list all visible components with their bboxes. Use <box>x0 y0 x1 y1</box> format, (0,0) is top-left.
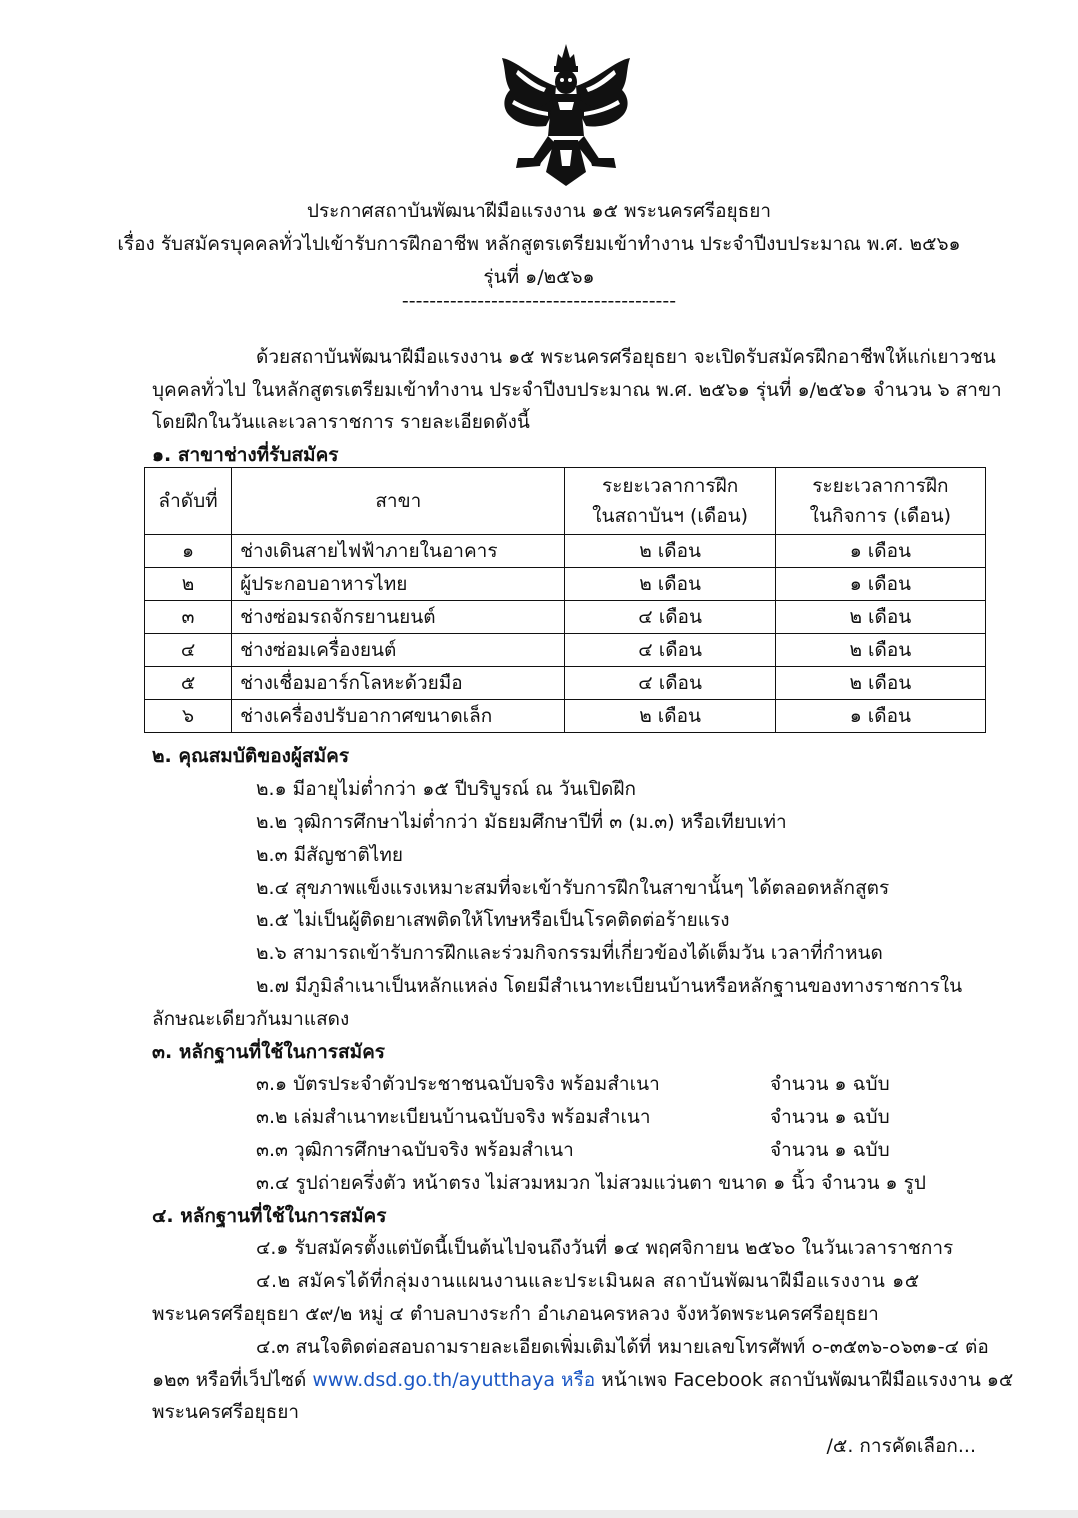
section3-heading: ๓. หลักฐานที่ใช้ในการสมัคร <box>152 1041 386 1063</box>
cell-workplace-duration: ๒ เดือน <box>775 667 985 700</box>
continued-on-next-page: /๕. การคัดเลือก... <box>826 1435 976 1457</box>
cell-workplace-duration: ๒ เดือน <box>775 601 985 634</box>
table-row <box>145 568 986 601</box>
table-row <box>145 634 986 667</box>
document-item: ๓.๓ วุฒิการศึกษาฉบับจริง พร้อมสำเนา <box>256 1139 574 1161</box>
cell-trade: ช่างเชื่อมอาร์กโลหะด้วยมือ <box>232 667 565 700</box>
table-row <box>145 700 986 733</box>
cell-trade: ช่างซ่อมรถจักรยานยนต์ <box>232 601 565 634</box>
col-header-order: ลำดับที่ <box>145 468 232 535</box>
table-row <box>145 601 986 634</box>
application-item: ๔.๓ สนใจติดต่อสอบถามรายละเอียดเพิ่มเติมได้ที่ หมายเลขโทรศัพท์ ๐-๓๕๓๖-๐๖๓๑-๔ ต่อ <box>256 1336 989 1358</box>
application-item: ๔.๒ สมัครได้ที่กลุ่มงานแผนงานและประเมินผล สถาบันพัฒนาฝีมือแรงงาน ๑๕ <box>256 1270 920 1292</box>
cell-order: ๑ <box>145 535 232 568</box>
col-header-trade: สาขา <box>232 468 565 535</box>
header-divider: ---------------------------------------- <box>401 290 677 312</box>
application-item-continued: พระนครศรีอยุธยา ๕๙/๒ หมู่ ๔ ตำบลบางระกำ อำเภอนครหลวง จังหวัดพระนครศรีอยุธยา <box>152 1303 879 1325</box>
cell-institute-duration: ๔ เดือน <box>565 601 775 634</box>
document-item: ๓.๒ เล่มสำเนาทะเบียนบ้านฉบับจริง พร้อมสำเนา <box>256 1106 651 1128</box>
contact-text: หน้าเพจ Facebook สถาบันพัฒนาฝีมือแรงงาน ๑๕ <box>595 1369 1014 1391</box>
col-header-institute-duration: ระยะเวลาการฝึก ในสถาบันฯ (เดือน) <box>565 468 775 535</box>
cell-order: ๒ <box>145 568 232 601</box>
cell-institute-duration: ๔ เดือน <box>565 634 775 667</box>
application-item-continued <box>152 1365 1013 1395</box>
application-item-continued: พระนครศรีอยุธยา <box>152 1401 300 1423</box>
application-item: ๔.๑ รับสมัครตั้งแต่บัดนี้เป็นต้นไปจนถึงวันที่ ๑๔ พฤศจิกายน ๒๕๖๐ ในวันเวลาราชการ <box>256 1237 954 1259</box>
qualification-item: ๒.๕ ไม่เป็นผู้ติดยาเสพติดให้โทษหรือเป็นโรคติดต่อร้ายแรง <box>256 909 730 931</box>
qualification-item-continued: ลักษณะเดียวกันมาแสดง <box>152 1008 350 1030</box>
cell-trade: ช่างเดินสายไฟฟ้าภายในอาคาร <box>232 535 565 568</box>
document-quantity: จำนวน ๑ ฉบับ <box>770 1139 890 1161</box>
cell-order: ๕ <box>145 667 232 700</box>
qualification-item: ๒.๒ วุฒิการศึกษาไม่ต่ำกว่า มัธยมศึกษาปีที่ ๓ (ม.๓) หรือเทียบเท่า <box>256 811 787 833</box>
intro-line-2: บุคคลทั่วไป ในหลักสูตรเตรียมเข้าทำงาน ประจำปีงบประมาณ พ.ศ. ๒๕๖๑ รุ่นที่ ๑/๒๕๖๑ จำนวน ๖ สาขา <box>152 379 1002 401</box>
cell-trade: ช่างซ่อมเครื่องยนต์ <box>232 634 565 667</box>
document-item: ๓.๔ รูปถ่ายครึ่งตัว หน้าตรง ไม่สวมหมวก ไม่สวมแว่นตา ขนาด ๑ นิ้ว จำนวน ๑ รูป <box>256 1172 926 1194</box>
table-header-row <box>145 468 986 535</box>
website-link[interactable]: www.dsd.go.th/ayutthaya หรือ <box>312 1369 596 1391</box>
qualification-item: ๒.๓ มีสัญชาติไทย <box>256 844 404 866</box>
table-row <box>145 667 986 700</box>
table-row <box>145 535 986 568</box>
cell-workplace-duration: ๑ เดือน <box>775 700 985 733</box>
cell-trade: ช่างเครื่องปรับอากาศขนาดเล็ก <box>232 700 565 733</box>
viewer-bottom-edge <box>0 1510 1078 1518</box>
section1-heading: ๑. สาขาช่างที่รับสมัคร <box>152 444 339 466</box>
cell-order: ๓ <box>145 601 232 634</box>
cell-workplace-duration: ๒ เดือน <box>775 634 985 667</box>
section4-heading: ๔. หลักฐานที่ใช้ในการสมัคร <box>152 1205 387 1227</box>
document-quantity: จำนวน ๑ ฉบับ <box>770 1106 890 1128</box>
cell-trade: ผู้ประกอบอาหารไทย <box>232 568 565 601</box>
cell-institute-duration: ๒ เดือน <box>565 535 775 568</box>
qualification-item: ๒.๑ มีอายุไม่ต่ำกว่า ๑๕ ปีบริบูรณ์ ณ วันเปิดฝึก <box>256 778 636 800</box>
contact-text: ๑๒๓ หรือที่เว็ปไซด์ <box>152 1369 313 1391</box>
document-quantity: จำนวน ๑ ฉบับ <box>770 1073 890 1095</box>
col-header-workplace-duration: ระยะเวลาการฝึก ในกิจการ (เดือน) <box>775 468 985 535</box>
trades-table <box>144 467 986 733</box>
cell-order: ๔ <box>145 634 232 667</box>
announcement-subject: เรื่อง รับสมัครบุคคลทั่วไปเข้ารับการฝึกอาชีพ หลักสูตรเตรียมเข้าทำงาน ประจำปีงบประมาณ พ.ศ. ๒๕๖๑ <box>117 233 961 255</box>
intro-line-1: ด้วยสถาบันพัฒนาฝีมือแรงงาน ๑๕ พระนครศรีอยุธยา จะเปิดรับสมัครฝึกอาชีพให้แก่เยาวชน <box>256 346 996 368</box>
cell-institute-duration: ๒ เดือน <box>565 568 775 601</box>
qualification-item: ๒.๔ สุขภาพแข็งแรงเหมาะสมที่จะเข้ารับการฝึกในสาขานั้นๆ ได้ตลอดหลักสูตร <box>256 877 890 899</box>
qualification-item: ๒.๗ มีภูมิลำเนาเป็นหลักแหล่ง โดยมีสำเนาทะเบียนบ้านหรือหลักฐานของทางราชการใน <box>256 975 963 997</box>
garuda-emblem-icon <box>496 40 636 188</box>
document-item: ๓.๑ บัตรประจำตัวประชาชนฉบับจริง พร้อมสำเนา <box>256 1073 660 1095</box>
announcement-batch: รุ่นที่ ๑/๒๕๖๑ <box>483 266 595 288</box>
cell-order: ๖ <box>145 700 232 733</box>
cell-workplace-duration: ๑ เดือน <box>775 535 985 568</box>
qualification-item: ๒.๖ สามารถเข้ารับการฝึกและร่วมกิจกรรมที่เกี่ยวข้องได้เต็มวัน เวลาที่กำหนด <box>256 942 883 964</box>
announcement-title: ประกาศสถาบันพัฒนาฝีมือแรงงาน ๑๕ พระนครศรีอยุธยา <box>306 200 772 222</box>
cell-institute-duration: ๒ เดือน <box>565 700 775 733</box>
intro-line-3: โดยฝึกในวันและเวลาราชการ รายละเอียดดังนี้ <box>152 411 530 433</box>
section2-heading: ๒. คุณสมบัติของผู้สมัคร <box>152 745 350 767</box>
cell-workplace-duration: ๑ เดือน <box>775 568 985 601</box>
cell-institute-duration: ๔ เดือน <box>565 667 775 700</box>
